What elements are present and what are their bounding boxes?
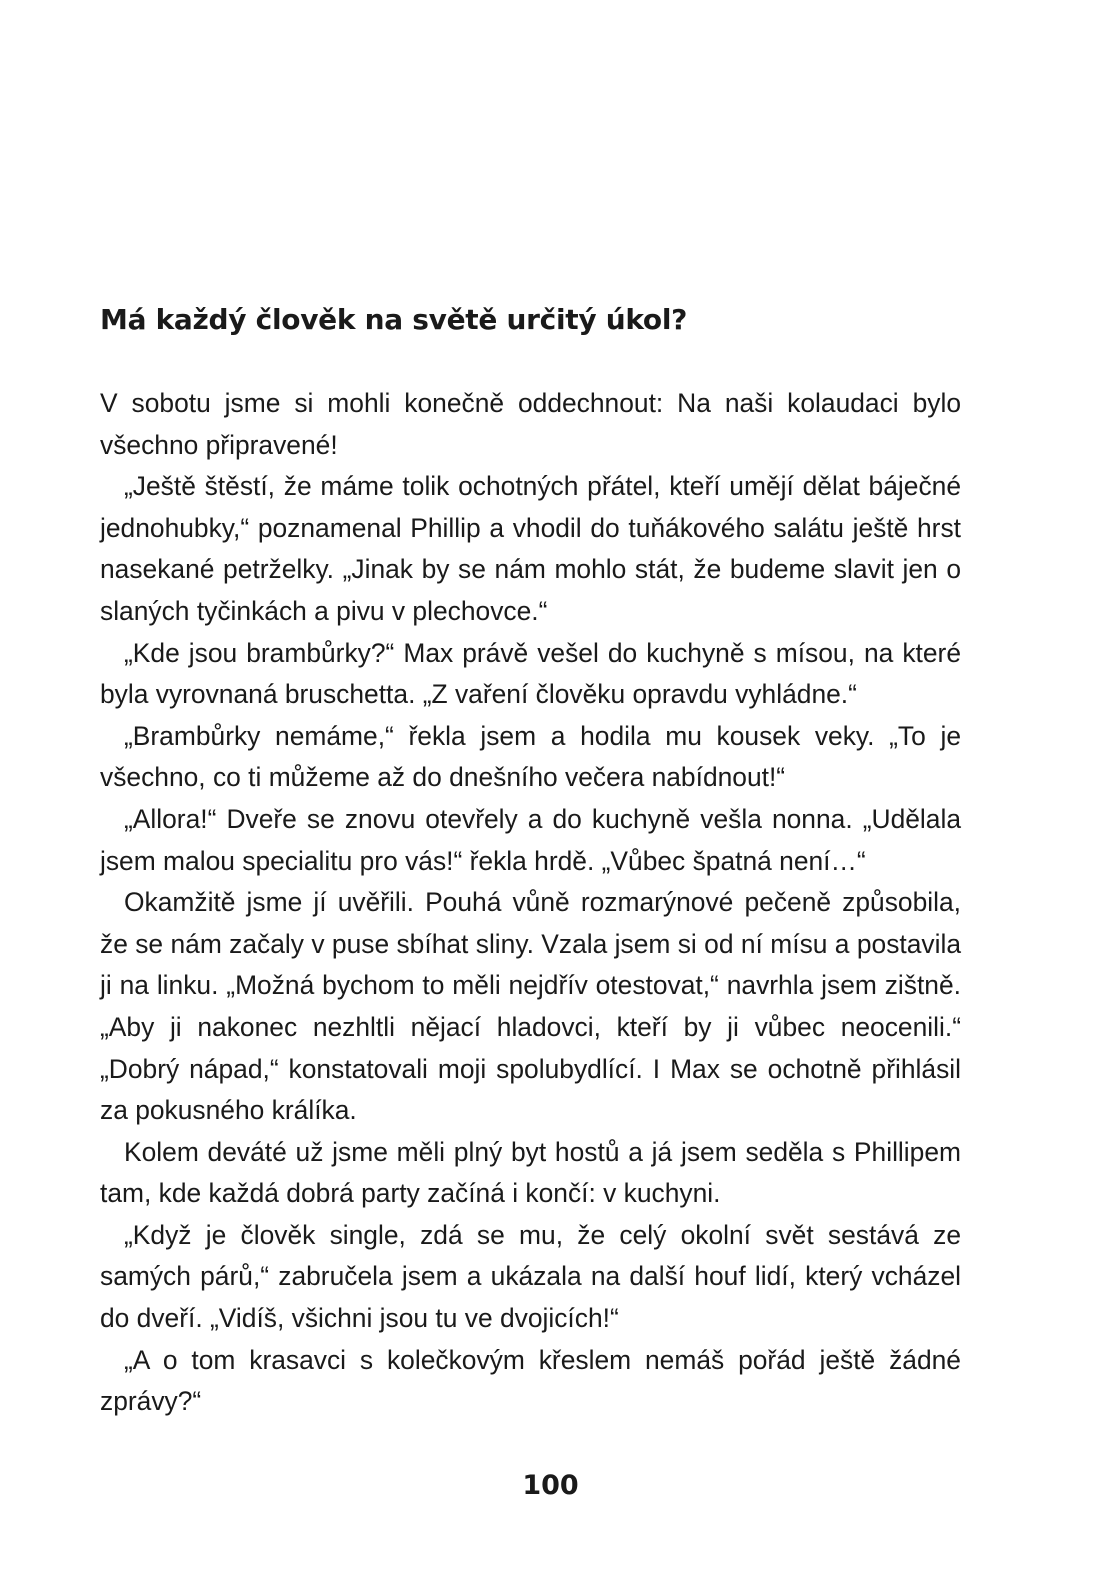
- paragraph-5: „Allora!“ Dveře se znovu otevřely a do kuchyně vešla nonna. „Udělala jsem malou specialitu pro vás!“ řekla hrdě. „Vůbec špatná není…“: [100, 803, 961, 876]
- page-number: 100: [522, 1470, 579, 1501]
- paragraph-9: „A o tom krasavci s kolečkovým křeslem nemáš pořád ještě žádné zprávy?“: [100, 1344, 961, 1417]
- paragraph-8: „Když je člověk single, zdá se mu, že celý okolní svět sestává ze samých párů,“ zabručela jsem a ukázala na další houf lidí, který vcházel do dveří. „Vidíš, všichni jsou tu ve dvojicích!“: [100, 1219, 961, 1334]
- paragraph-2: „Ještě štěstí, že máme tolik ochotných přátel, kteří umějí dělat báječné jednohubky,“ poznamenal Phillip a vhodil do tuňákového salátu ještě hrst nasekané petrželky. „Jinak by se nám mohlo stát, že budeme slavit jen o slaných tyčinkách a pivu v plechovce.“: [100, 471, 961, 626]
- body-text: [100, 383, 961, 1423]
- paragraph-7: Kolem deváté už jsme měli plný byt hostů a já jsem seděla s Phillipem tam, kde každá dobrá party začíná i končí: v kuchyni.: [100, 1136, 961, 1209]
- paragraph-3: „Kde jsou brambůrky?“ Max právě vešel do kuchyně s mísou, na které byla vyrovnaná bruschetta. „Z vaření člověku opravdu vyhládne.“: [100, 637, 961, 710]
- paragraph-1: V sobotu jsme si mohli konečně oddechnout: Na naši kolaudaci bylo všechno připravené!: [100, 388, 961, 460]
- chapter-title: Má každý člověk na světě určitý úkol?: [100, 303, 688, 336]
- paragraph-6: Okamžitě jsme jí uvěřili. Pouhá vůně rozmarýnové pečeně způsobila, že se nám začaly v puse sbíhat sliny. Vzala jsem si od ní mísu a postavila ji na linku. „Možná bychom to měli nejdřív otestovat,“ navrhla jsem zištně. „Aby ji nakonec nezhltli nějací hladovci, kteří by ji vůbec neocenili.“ „Dobrý nápad,“ konstatovali moji spolubydlící. I Max se ochotně přihlásil za pokusného králíka.: [100, 887, 961, 1126]
- paragraph-4: „Brambůrky nemáme,“ řekla jsem a hodila mu kousek veky. „To je všechno, co ti můžeme až do dnešního večera nabídnout!“: [100, 720, 961, 793]
